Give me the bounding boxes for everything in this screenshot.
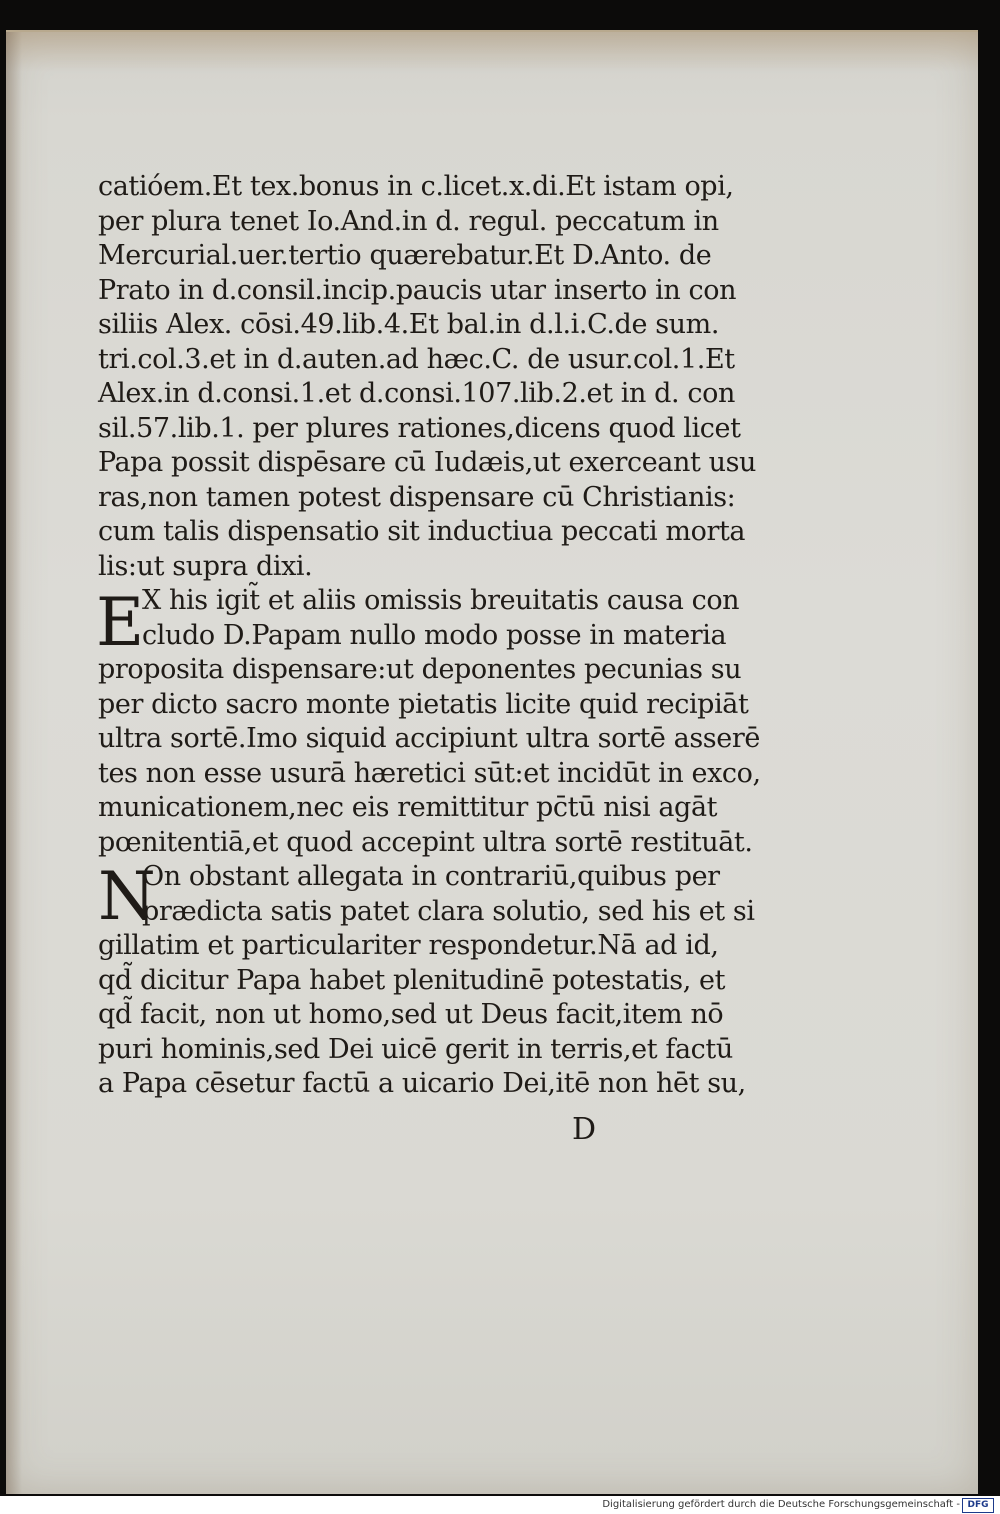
text-line: proposita dispensare:ut deponentes pecunias su	[98, 654, 742, 685]
dfg-logo[interactable]: DFG	[962, 1498, 994, 1513]
text-line: puri hominis,sed Dei uicē gerit in terris,et factū	[98, 1033, 733, 1065]
text-line: siliis Alex. cōsi.49.lib.4.Et bal.in d.l.i.C.de sum.	[98, 309, 720, 340]
text-line: qd̃ facit, non ut homo,sed ut Deus facit,item nō	[98, 999, 724, 1030]
text-line: lis:ut supra dixi.	[98, 550, 313, 582]
text-line-content: On obstant allegata in contrariū,quibus per	[142, 861, 720, 892]
text-line: a Papa cēsetur factū a uicario Dei,itē non hēt su,	[98, 1068, 746, 1099]
text-line: cum talis dispensatio sit inductiua peccati morta	[98, 516, 746, 547]
text-line-content: X his igit̃ et aliis omissis breuitatis causa con	[142, 585, 740, 616]
text-line: ras,non tamen potest dispensare cū Christianis:	[98, 481, 736, 513]
drop-cap-initial: E	[96, 584, 144, 661]
text-line: municationem,nec eis remittitur pc̄tū nisi agāt	[98, 792, 718, 823]
text-line: ultra sortē.Imo siquid accipiunt ultra sortē asserē	[98, 723, 760, 754]
text-line: pœnitentiā,et quod accepint ultra sortē restituāt.	[98, 826, 753, 858]
text-line: cludo D.Papam nullo modo posse in materia	[142, 619, 727, 651]
text-line: qd̃ dicitur Papa habet plenitudinē potestatis, et	[98, 964, 726, 996]
drop-cap-initial: N	[98, 858, 156, 935]
text-line: Papa possit dispēsare cū Iudæis,ut exerceant usu	[98, 447, 757, 478]
text-line: catióem.Et tex.bonus in c.licet.x.di.Et istam opi,	[98, 171, 734, 202]
footer-credit: Digitalisierung gefördert durch die Deutsche Forschungsgemeinschaft -	[602, 1499, 960, 1510]
text-line: Mercurial.uer.tertio quærebatur.Et D.Anto. de	[98, 240, 712, 271]
text-line: prædicta satis patet clara solutio, sed his et si	[142, 895, 755, 927]
text-line: per plura tenet Io.And.in d. regul. peccatum in	[98, 205, 719, 237]
text-line: tes non esse usurā hæretici sūt:et incidūt in exco,	[98, 757, 761, 789]
catchword: D	[572, 1112, 597, 1147]
text-line: gillatim et particulariter respondetur.Nā ad id,	[98, 930, 719, 961]
text-line: tri.col.3.et in d.auten.ad hæc.C. de usur.col.1.Et	[98, 343, 735, 375]
text-line: Alex.in d.consi.1.et d.consi.107.lib.2.et in d. con	[98, 378, 735, 409]
text-line: sil.57.lib.1. per plures rationes,dicens quod licet	[98, 412, 741, 444]
text-line: Prato in d.consil.incip.paucis utar inserto in con	[98, 274, 737, 306]
text-line: per dicto sacro monte pietatis licite quid recipiāt	[98, 688, 749, 720]
page-text	[96, 170, 761, 1102]
